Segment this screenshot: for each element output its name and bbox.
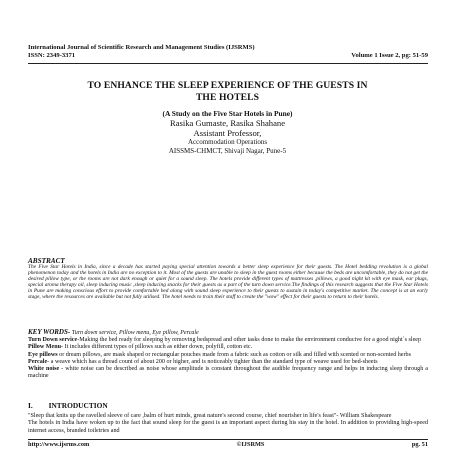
definition-text: - a weave which has a thread count of about 200 or higher, and is noticeably tighter than the standard type of weave used for bed-sheets	[47, 358, 378, 365]
footer-copyright: ©IJSRMS	[236, 441, 265, 448]
header-rule	[28, 63, 428, 64]
definition-term: Pillow Menu	[28, 344, 62, 351]
section-title: INTRODUCTION	[48, 401, 108, 410]
volume-info: Volume 1 Issue 2, pg: 51-59	[351, 52, 428, 59]
abstract-heading: ABSTRACT	[28, 257, 65, 265]
issn: ISSN: 2349-3371	[28, 52, 76, 59]
definition-text: - It includes different types of pillows such as either down, polyfill, cotton etc.	[61, 344, 253, 351]
keywords	[28, 328, 428, 336]
author-department: Accommodation Operations	[187, 138, 268, 146]
journal-meta-row	[28, 52, 428, 60]
title-line-1: TO ENHANCE THE SLEEP EXPERIENCE OF THE GUESTS IN	[87, 80, 368, 91]
author-block	[40, 119, 415, 155]
title-line-2: THE HOTELS	[195, 92, 260, 103]
footer-page-number: pg. 51	[411, 441, 428, 448]
paper-subtitle: (A Study on the Five Star Hotels in Pune)	[162, 109, 293, 118]
introduction-paragraph: The hotels in India have woken up to the fact that sound sleep for the guest is an important aspect during his stay in the hotel. In addition to providing high-speed internet access, branded toiletries and	[28, 420, 428, 434]
author-names: Rasika Gumaste, Rasika Shahane	[169, 118, 286, 128]
author-position: Assistant Professor,	[193, 127, 262, 138]
paper-title	[40, 80, 415, 104]
section-heading-introduction	[28, 401, 108, 410]
definition-term: Eye pillows	[28, 351, 58, 358]
section-number: I.	[28, 401, 33, 410]
footer-rule	[28, 439, 428, 440]
definition-item	[28, 344, 428, 351]
definitions	[28, 337, 428, 381]
introduction-body	[28, 413, 428, 435]
definition-text: -Making the bed ready for sleeping by removing bedspread and other tasks done to make the environment conducive for a good night`s sleep	[77, 337, 422, 343]
page-footer	[28, 441, 428, 448]
definition-term: Turn Down service	[28, 337, 78, 343]
keywords-text: Turn down service, Pillow menu, Eye pillow, Percale	[71, 330, 199, 336]
abstract-text: The Five Star Hotels in India, since a decade has started paying special attention towards a better sleep experience for their guests. The Hotel bedding revolution is a global phenomenon today and the hotels in India are no exception to it. Most of the guests are unable to sleep in the guest rooms either because the beds are uncomfortable, they do not get the desired pillow type, or the rooms are not dark enough or quiet for a sound sleep. The hotels provide different types of mattresses ,pillows, a good night kit with eye mask, ear plugs, special aroma therapy oil, sleep inducing music ,sleep inducing snacks for their guests as a part of the turn down service.The findings of this research suggests that the Five Star Hotels in Pune are making conscious effort to provide comfortable bed along with sound sleep experience to their guests to sustain in today's competitive market. The concept is at an early stage, where the resources are available but not fully utilised. The hotel needs to train their staff to create the "wow" effect for their guests to return to their hotels.	[28, 264, 428, 301]
author-institution: AISSMS-CHMCT, Shivaji Nagar, Pune-5	[168, 146, 287, 155]
journal-name: International Journal of Scientific Research and Management Studies (IJSRMS)	[28, 44, 255, 51]
keywords-label: KEY WORDS-	[28, 328, 71, 336]
definition-item	[28, 366, 428, 381]
definition-text: or dream pillows, are mask shaped or rectangular pouches made from a fabric such as cotton or silk and filled with scented or non-scented herbs	[57, 351, 411, 358]
introduction-quote: "Sleep that knits up the ravelled sleeve of care ,balm of hurt minds, great nature's second course, chief nourisher in life's feast"- William Shakespeare	[28, 413, 392, 419]
definition-term: White noise	[28, 366, 60, 373]
definition-item	[28, 352, 428, 359]
footer-website: http://www.ijsrms.com	[28, 441, 90, 448]
journal-header	[28, 44, 428, 60]
definition-term: Percale	[28, 358, 48, 365]
definition-text: - white noise can be described as noise whose amplitude is constant throughout the audible frequency range and helps in inducing sleep through a machine	[28, 366, 429, 380]
